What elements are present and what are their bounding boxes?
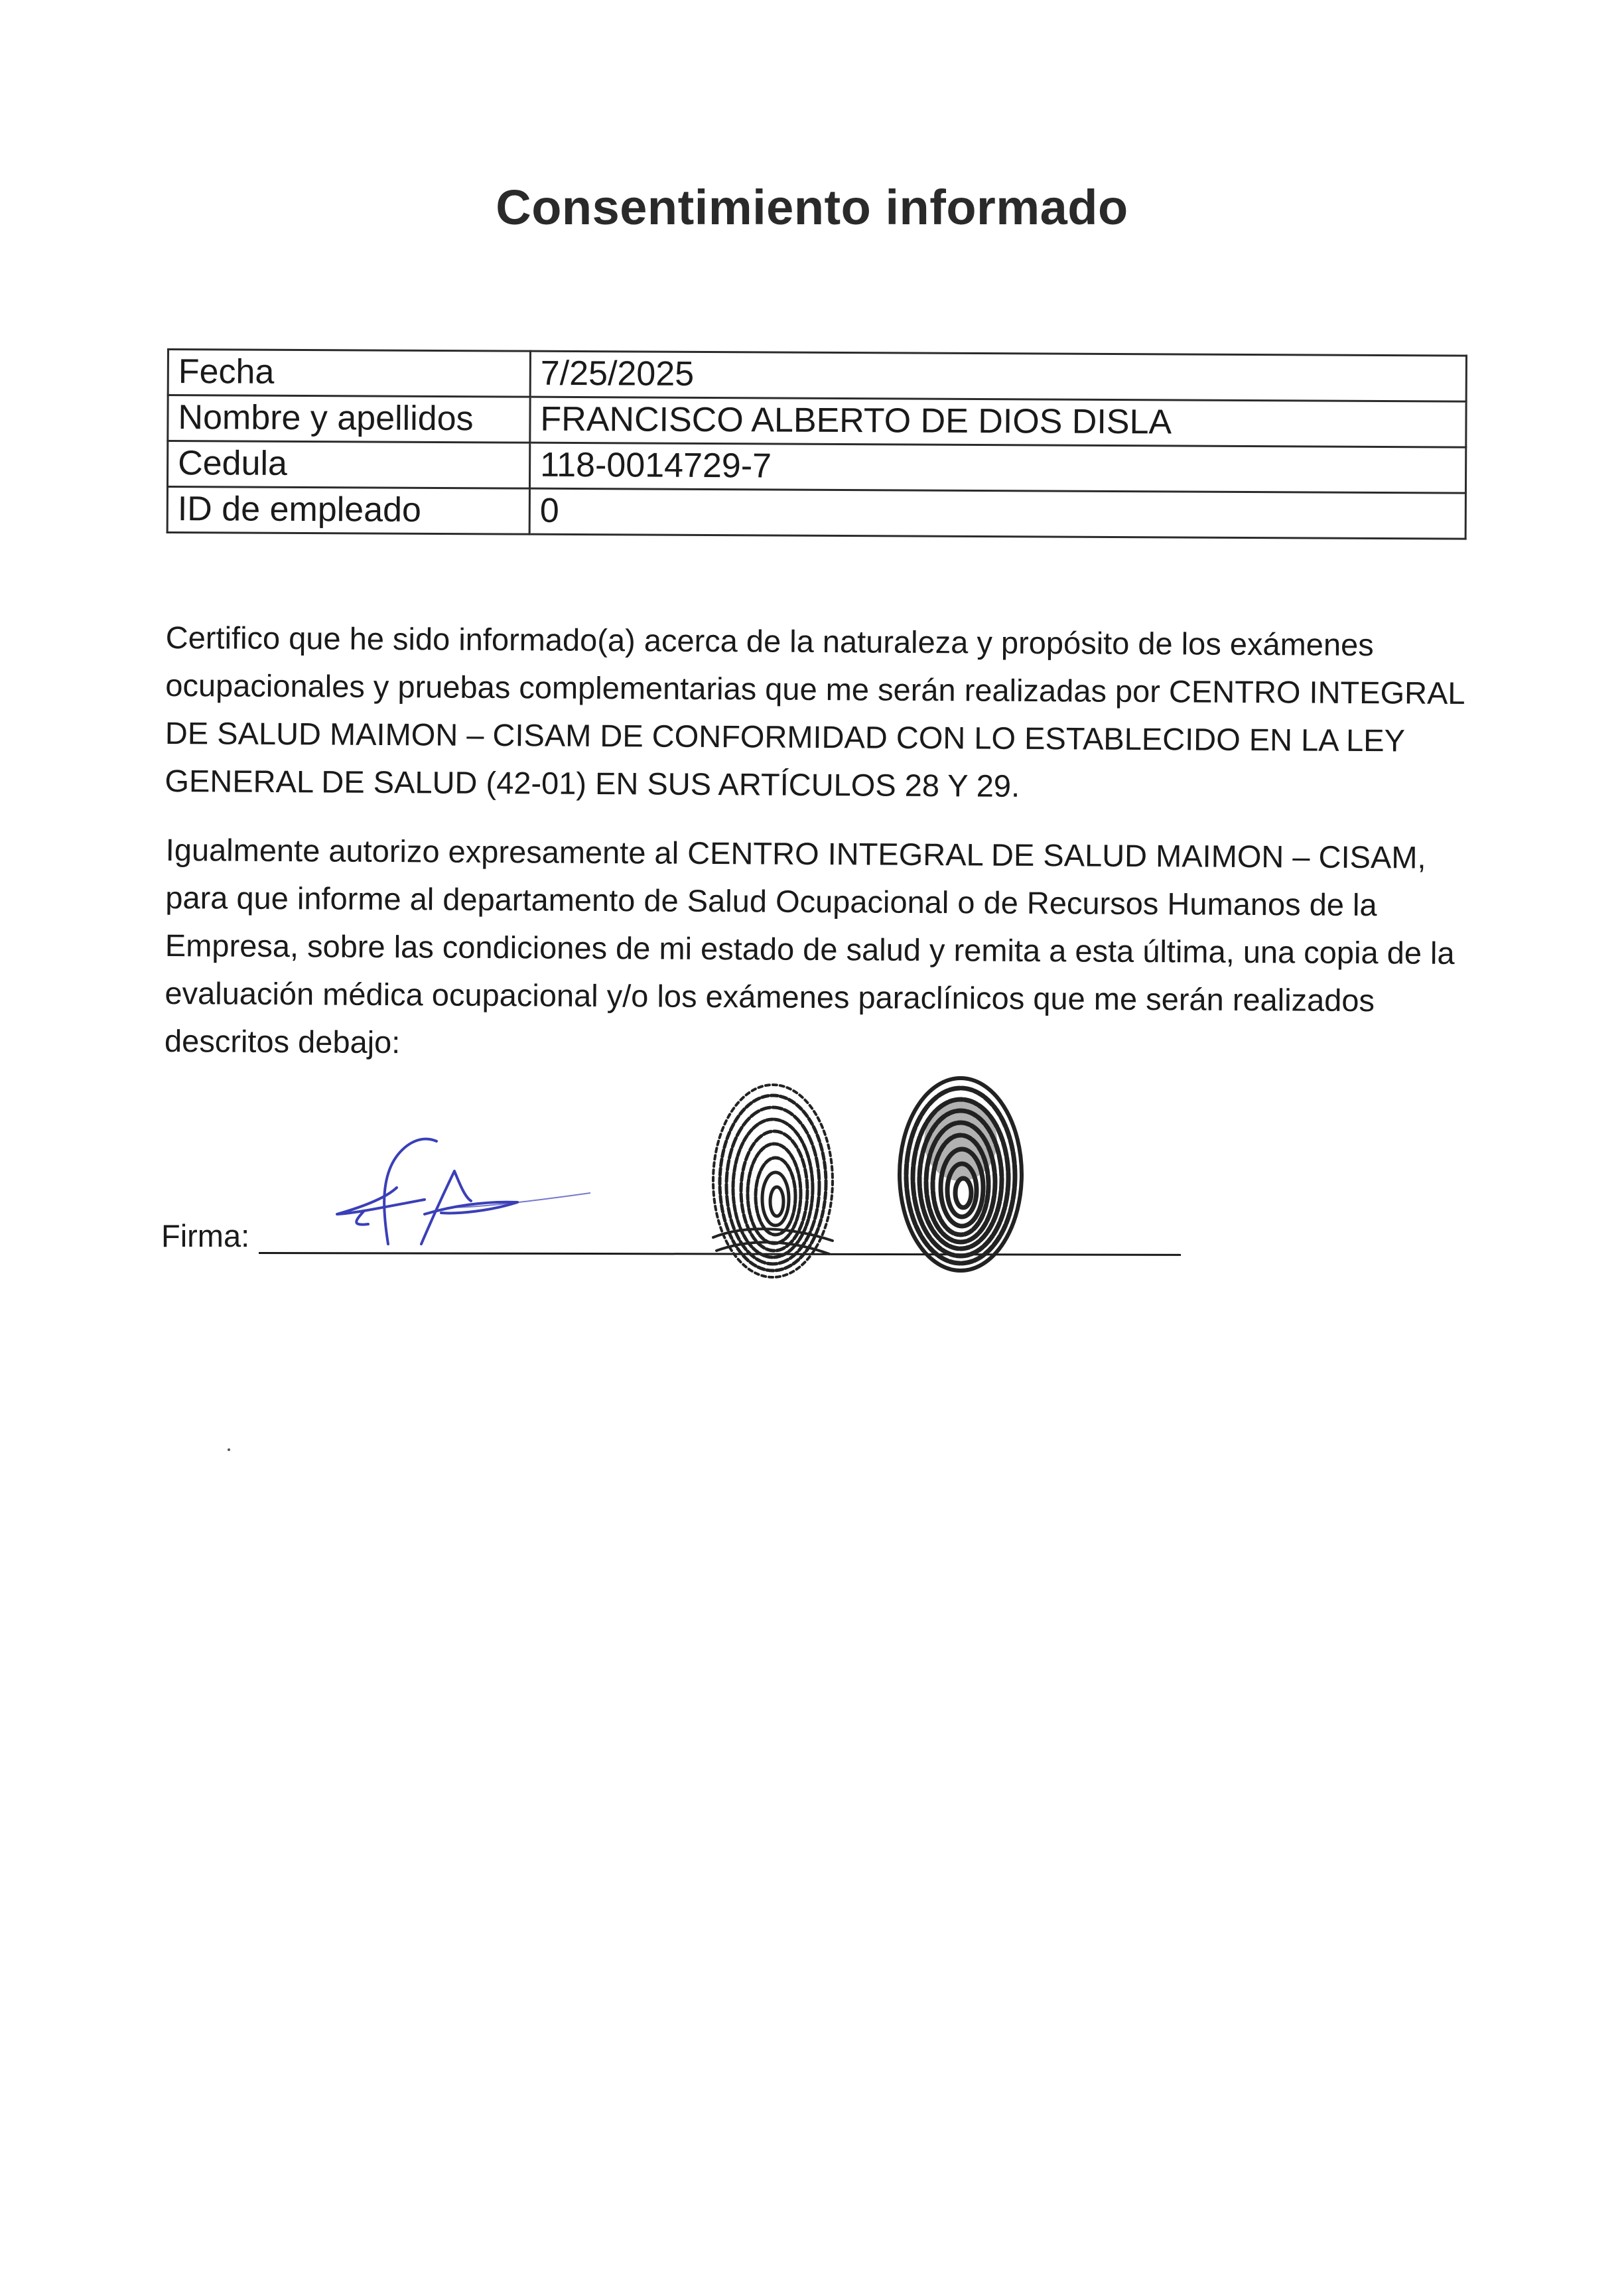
document-title: Consentimiento informado (496, 180, 1128, 235)
field-label-name: Nombre y apellidos (168, 395, 530, 443)
signature-label: Firma: (161, 1218, 250, 1253)
table-row (167, 487, 1465, 539)
table-row (167, 441, 1465, 494)
consent-paragraph-2: Igualmente autorizo expresamente al CENTRO INTEGRAL DE SALUD MAIMON – CISAM, para que informe al departamento de Salud Ocupacional o de Recursos Humanos de la Empresa, sobre las condiciones de mi estado de salud y remita a esta última, una copia de la evaluación médica ocupacional y/o los exámenes paraclínicos que me serán realizados descritos debajo: (164, 831, 1455, 1060)
field-label-cedula: Cedula (167, 441, 529, 489)
field-label-date: Fecha (168, 350, 530, 397)
speck (228, 1448, 230, 1451)
table-row (168, 395, 1466, 448)
field-value-date: 7/25/2025 (530, 351, 1466, 401)
consent-paragraph-1: Certifico que he sido informado(a) acerca de la naturaleza y propósito de los exámenes ocupacionales y pruebas complementarias que me serán realizadas por CENTRO INTEGRAL DE SALUD MAIMON – CISAM DE CONFORMIDAD CON LO ESTABLECIDO EN LA LEY GENERAL DE SALUD (42-01) EN SUS ARTÍCULOS 28 Y 29. (165, 619, 1464, 803)
handwritten-signature-icon (325, 1115, 590, 1254)
field-value-name: FRANCISCO ALBERTO DE DIOS DISLA (530, 397, 1466, 447)
table-row (168, 350, 1466, 402)
fingerprint-left-icon (707, 1072, 839, 1284)
fingerprint-right-icon (894, 1068, 1027, 1281)
field-value-cedula: 118-0014729-7 (529, 443, 1465, 493)
personal-info-table (167, 348, 1467, 540)
field-value-employee-id: 0 (529, 488, 1465, 539)
field-label-employee-id: ID de empleado (167, 487, 529, 535)
